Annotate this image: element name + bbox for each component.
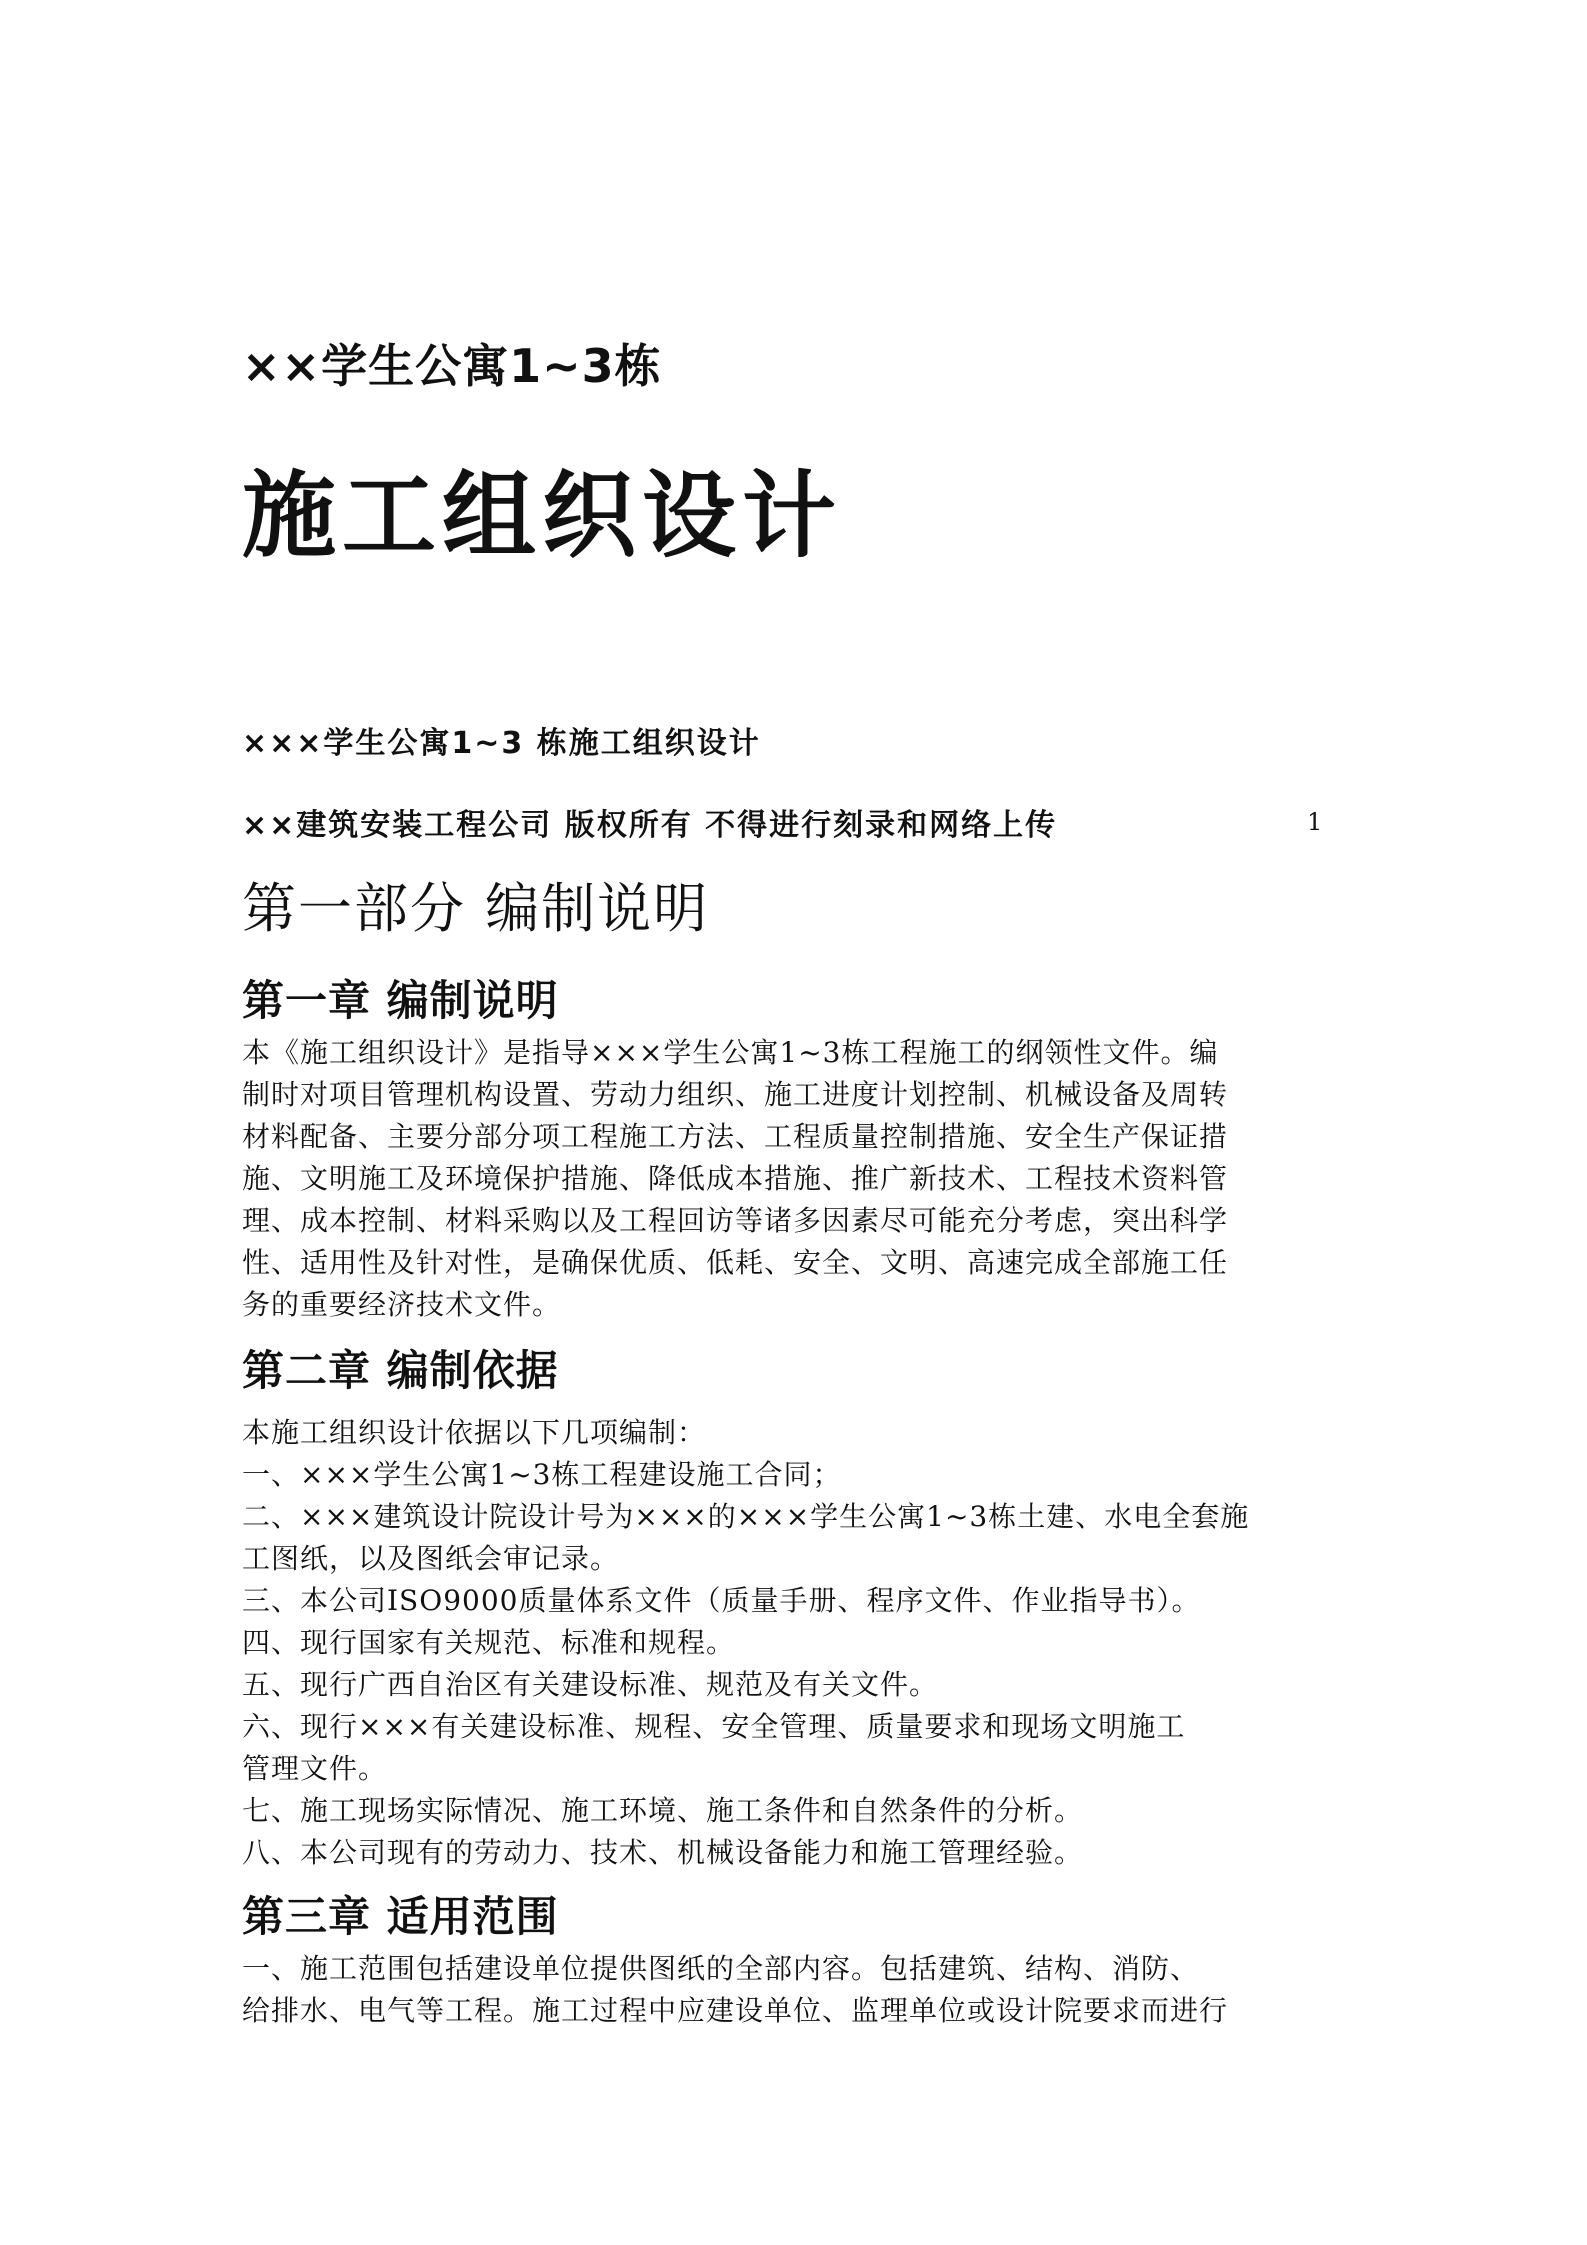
cover-title: 施工组织设计: [242, 462, 843, 571]
paragraph-line: 理、成本控制、材料采购以及工程回访等诸多因素尽可能充分考虑，突出科学: [242, 1204, 1229, 1237]
page-number: 1: [1307, 808, 1323, 836]
paragraph-line: 一、施工范围包括建设单位提供图纸的全部内容。包括建筑、结构、消防、: [242, 1952, 1200, 1985]
chapter-2-title: 第二章 编制依据: [242, 1346, 559, 1395]
paragraph-line: 本施工组织设计依据以下几项编制：: [242, 1416, 707, 1449]
running-header-copyright: ××建筑安装工程公司 版权所有 不得进行刻录和网络上传: [242, 808, 1058, 843]
list-item: 三、本公司ISO9000质量体系文件（质量手册、程序文件、作业指导书）。: [242, 1584, 1201, 1617]
running-header-title: ×××学生公寓1~3 栋施工组织设计: [242, 726, 761, 761]
list-item: 一、×××学生公寓1~3栋工程建设施工合同；: [242, 1458, 842, 1491]
list-item: 工图纸，以及图纸会审记录。: [242, 1542, 620, 1575]
cover-subtitle: ××学生公寓1~3栋: [242, 339, 662, 393]
paragraph-line: 务的重要经济技术文件。: [242, 1288, 562, 1321]
list-item: 七、施工现场实际情况、施工环境、施工条件和自然条件的分析。: [242, 1794, 1084, 1827]
chapter-2-paragraph: [242, 1412, 1332, 1874]
paragraph-line: 材料配备、主要分部分项工程施工方法、工程质量控制措施、安全生产保证措: [242, 1120, 1229, 1153]
paragraph-line: 给排水、电气等工程。施工过程中应建设单位、监理单位或设计院要求而进行: [242, 1994, 1229, 2027]
paragraph-line: 制时对项目管理机构设置、劳动力组织、施工进度计划控制、机械设备及周转: [242, 1078, 1229, 1111]
chapter-1-title: 第一章 编制说明: [242, 976, 559, 1025]
list-item: 二、×××建筑设计院设计号为×××的×××学生公寓1~3栋土建、水电全套施: [242, 1500, 1250, 1533]
part-title: 第一部分 编制说明: [242, 877, 710, 940]
chapter-3-title: 第三章 适用范围: [242, 1892, 559, 1941]
paragraph-line: 本《施工组织设计》是指导×××学生公寓1~3栋工程施工的纲领性文件。编: [242, 1036, 1219, 1069]
chapter-3-paragraph: [242, 1948, 1332, 2032]
list-item: 管理文件。: [242, 1752, 388, 1785]
chapter-1-paragraph: [242, 1032, 1332, 1326]
list-item: 四、现行国家有关规范、标准和规程。: [242, 1626, 736, 1659]
list-item: 五、现行广西自治区有关建设标准、规范及有关文件。: [242, 1668, 939, 1701]
paragraph-line: 施、文明施工及环境保护措施、降低成本措施、推广新技术、工程技术资料管: [242, 1162, 1229, 1195]
paragraph-line: 性、适用性及针对性，是确保优质、低耗、安全、文明、高速完成全部施工任: [242, 1246, 1229, 1279]
list-item: 八、本公司现有的劳动力、技术、机械设备能力和施工管理经验。: [242, 1836, 1084, 1869]
list-item: 六、现行×××有关建设标准、规程、安全管理、质量要求和现场文明施工: [242, 1710, 1186, 1743]
